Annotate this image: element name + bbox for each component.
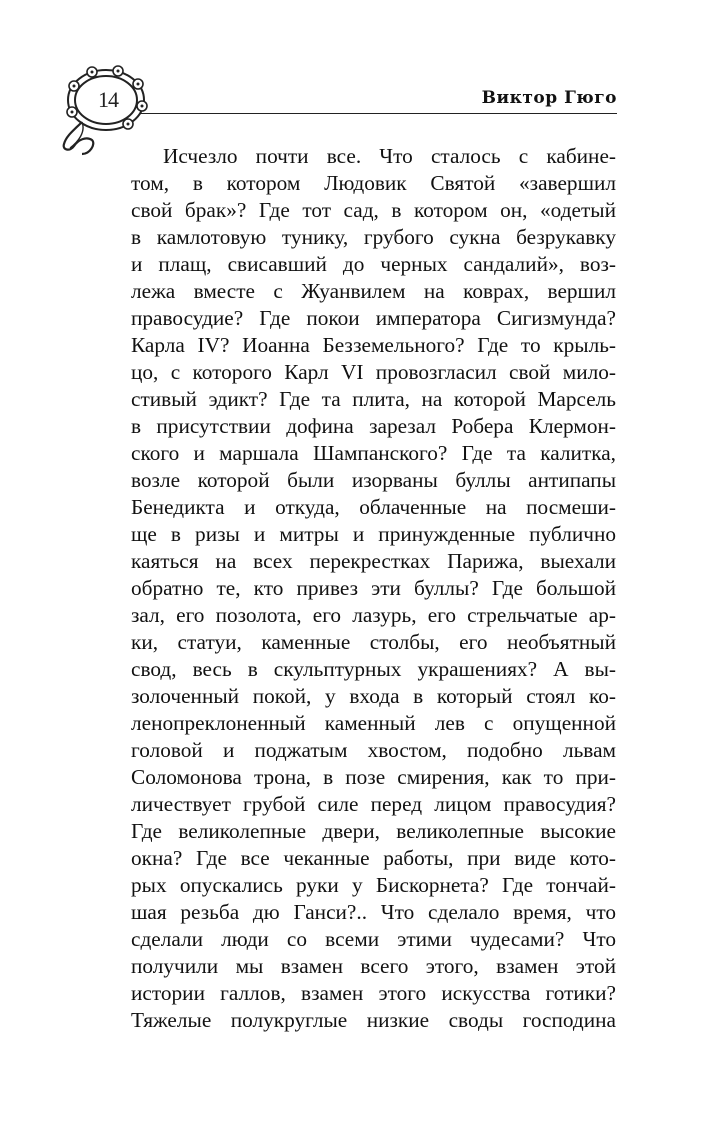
text-line: Карла IV? Иоанна Безземельного? Где то крыль-	[131, 333, 616, 357]
header-rule	[140, 113, 617, 114]
text-line: Соломонова трона, в позе смирения, как то при-	[131, 765, 616, 789]
text-line: личествует грубой силе перед лицом правосудия?	[131, 792, 616, 816]
text-line: ского и маршала Шампанского? Где та калитка,	[131, 441, 616, 465]
text-line: свод, весь в скульптурных украшениях? А вы-	[131, 657, 616, 681]
body-paragraph	[131, 143, 616, 1034]
text-line: обратно те, кто привез эти буллы? Где большой	[131, 576, 616, 600]
text-line: получили мы взамен всего этого, взамен этой	[131, 954, 616, 978]
text-line: и плащ, свисавший до черных сандалий», воз-	[131, 252, 616, 276]
text-line: лежа вместе с Жуанвилем на коврах, вершил	[131, 279, 616, 303]
page-number: 14	[98, 87, 118, 112]
text-line: Тяжелые полукруглые низкие своды господина	[131, 1008, 616, 1032]
text-line: ще в ризы и митры и принужденные публично	[131, 522, 616, 546]
text-line: каяться на всех перекрестках Парижа, выехали	[131, 549, 616, 573]
text-line: свой брак»? Где тот сад, в котором он, «одетый	[131, 198, 616, 222]
running-head-author: Виктор Гюго	[481, 88, 617, 108]
text-line: в камлотовую тунику, грубого сукна безрукавку	[131, 225, 616, 249]
text-line: сделали люди со всеми этими чудесами? Что	[131, 927, 616, 951]
text-line: шая резьба дю Ганси?.. Что сделало время, что	[131, 900, 616, 924]
text-line: Бенедикта и откуда, облаченные на посмеши-	[131, 495, 616, 519]
text-line: Где великолепные двери, великолепные высокие	[131, 819, 616, 843]
text-line: цо, с которого Карл VI провозгласил свой мило-	[131, 360, 616, 384]
text-line: истории галлов, взамен этого искусства готики?	[131, 981, 616, 1005]
text-line: золоченный покой, у входа в который стоял ко-	[131, 684, 616, 708]
text-line: окна? Где все чеканные работы, при виде кото-	[131, 846, 616, 870]
text-line: зал, его позолота, его лазурь, его стрельчатые ар-	[131, 603, 616, 627]
text-line: рых опускались руки у Бискорнета? Где тончай-	[131, 873, 616, 897]
text-line: возле которой были изорваны буллы антипапы	[131, 468, 616, 492]
text-line: Исчезло почти все. Что сталось с кабине-	[163, 144, 616, 168]
text-line: стивый эдикт? Где та плита, на которой Марсель	[131, 387, 616, 411]
text-line: в присутствии дофина зарезал Робера Клермон-	[131, 414, 616, 438]
text-line: правосудие? Где покои императора Сигизмунда?	[131, 306, 616, 330]
text-line: том, в котором Людовик Святой «завершил	[131, 171, 616, 195]
text-line: головой и поджатым хвостом, подобно львам	[131, 738, 616, 762]
text-line: ленопреклоненный каменный лев с опущенной	[131, 711, 616, 735]
text-line: ки, статуи, каменные столбы, его необъятный	[131, 630, 616, 654]
